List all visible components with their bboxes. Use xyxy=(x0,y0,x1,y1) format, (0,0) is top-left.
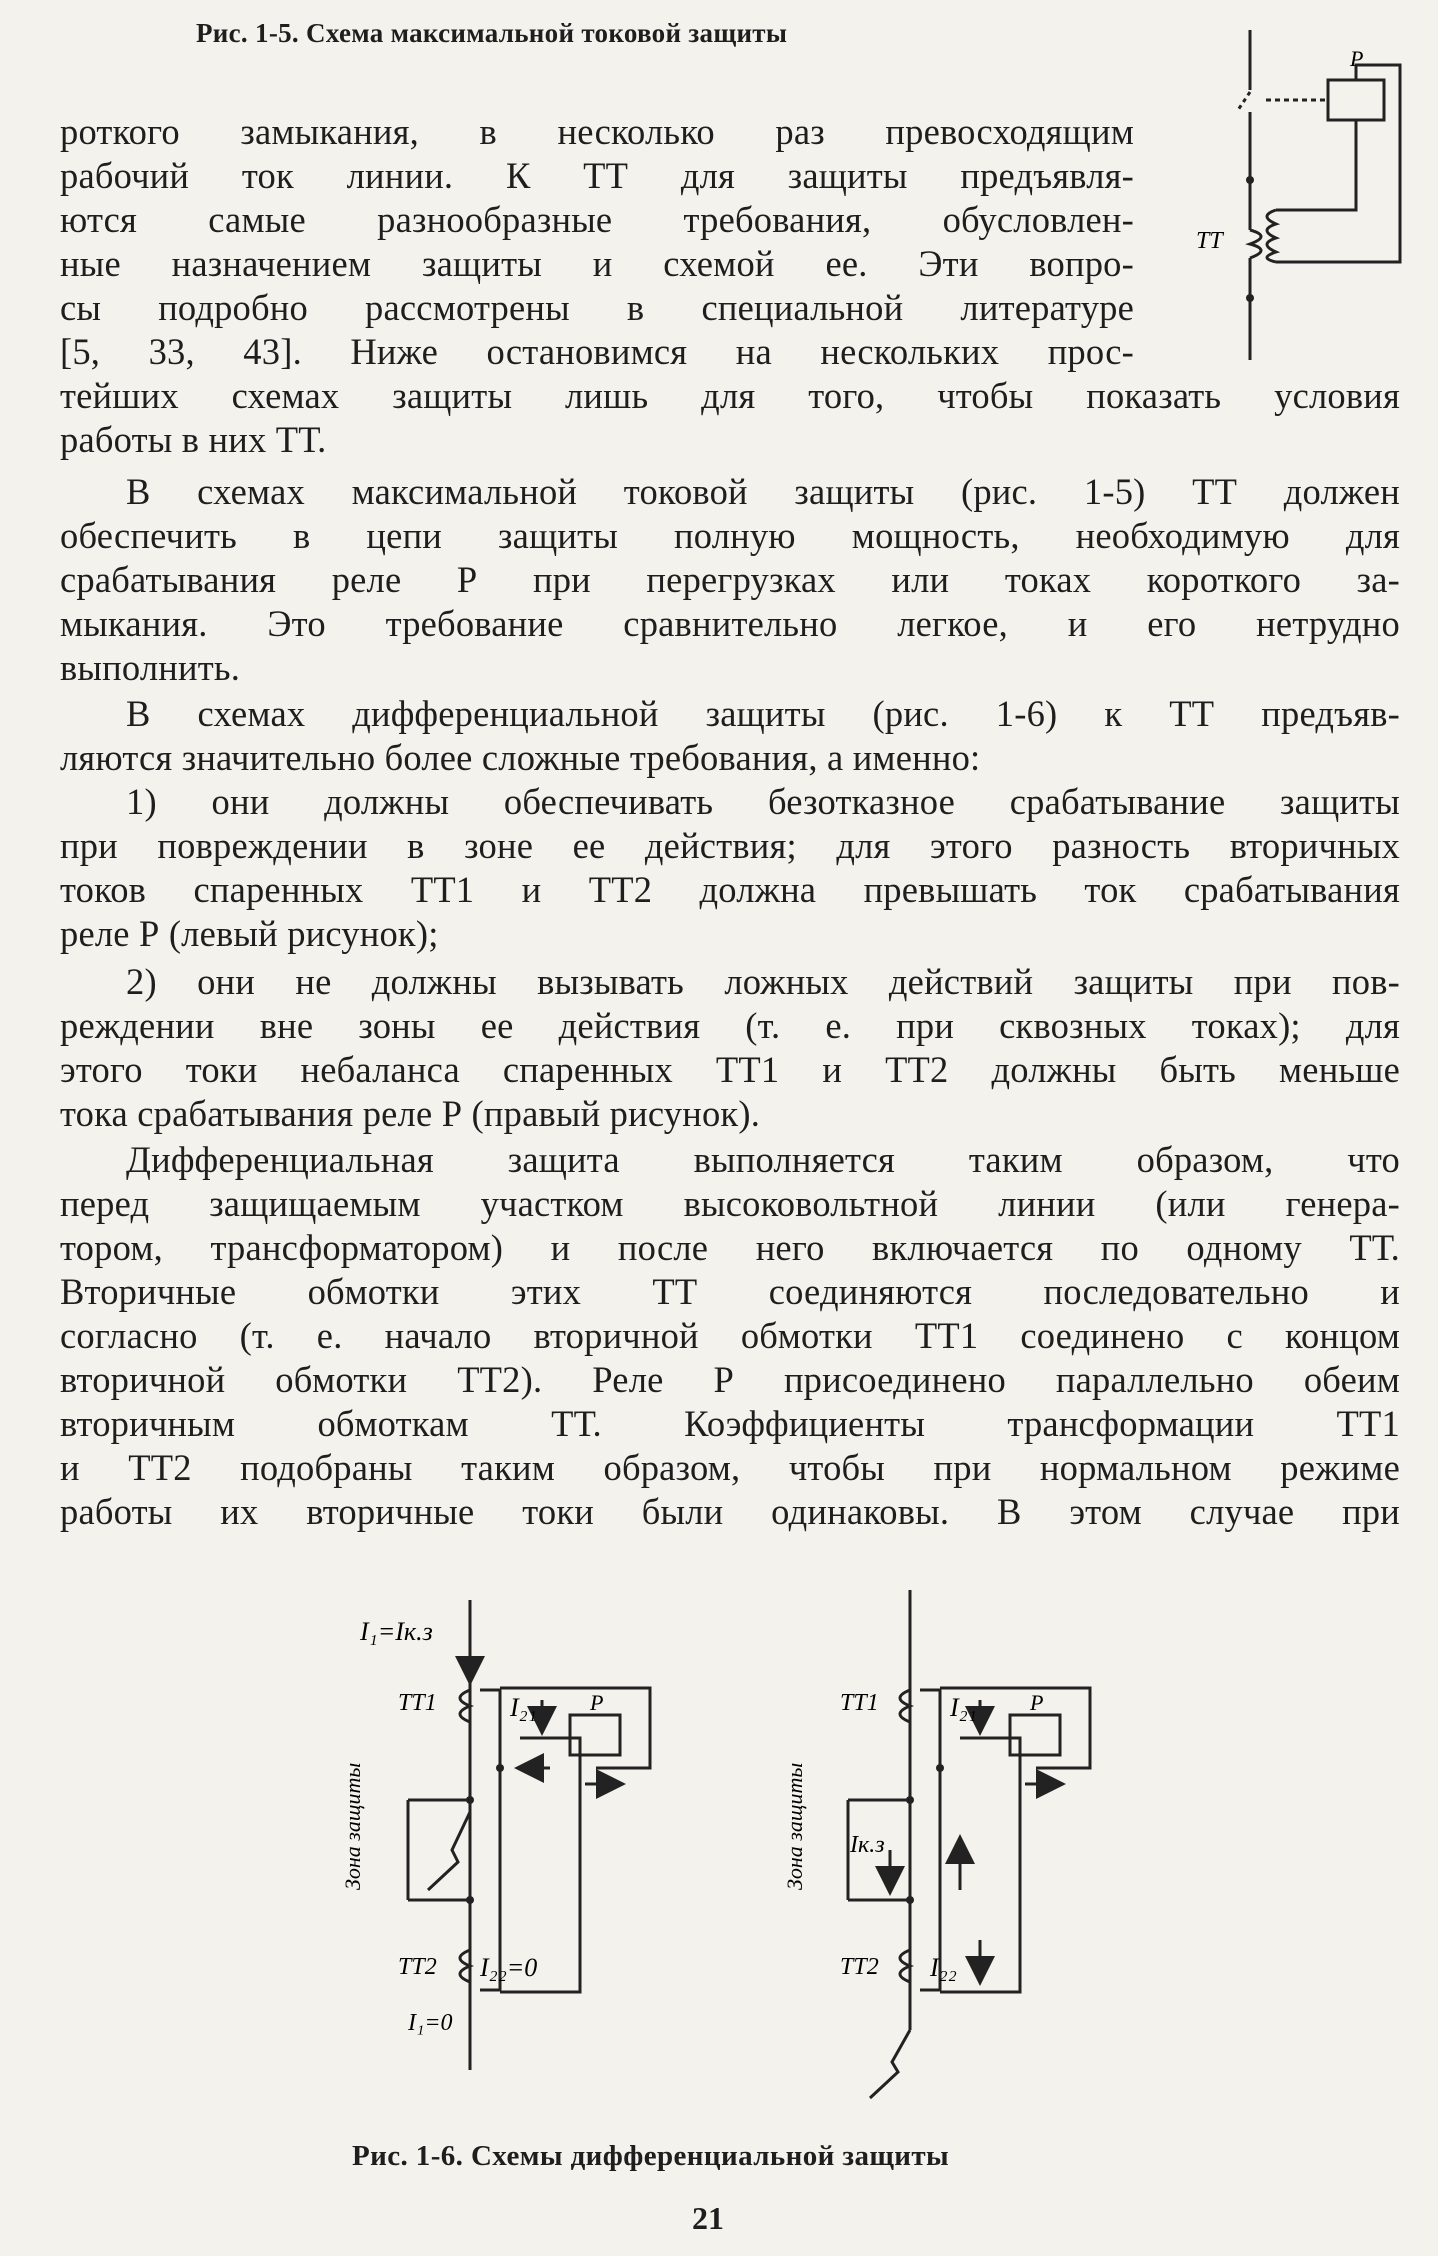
right-i21-label: I₂₁ xyxy=(950,1693,977,1722)
text-line: работы в них ТТ. xyxy=(60,419,327,460)
left-tt1-label: ТТ1 xyxy=(398,1690,437,1716)
text-line: тейших схемах защиты лишь для того, чтобы показать условия xyxy=(60,375,1400,416)
text-line: Вторичные обмотки этих ТТ соединяются последовательно и xyxy=(60,1271,1400,1312)
junction-dot xyxy=(1246,294,1254,302)
left-scheme xyxy=(340,1600,650,2070)
text-line: выполнить. xyxy=(60,647,241,688)
text-line: тока срабатывания реле Р (правый рисунок). xyxy=(60,1093,761,1134)
text-line: ются самые разнообразные требования, обусловлен- xyxy=(60,199,1134,240)
junction-dot xyxy=(1246,176,1254,184)
left-relay-box xyxy=(570,1715,620,1755)
right-fault-bolt xyxy=(870,2030,910,2098)
text-line: согласно (т. е. начало вторичной обмотки ТТ1 соединено с концом xyxy=(60,1315,1400,1356)
figure-1-5-diagram xyxy=(1168,30,1408,360)
text-line: 1) они должны обеспечивать безотказное срабатывание защиты xyxy=(126,781,1400,822)
text-line: вторичной обмотки ТТ2). Реле Р присоединено параллельно обеим xyxy=(60,1359,1400,1400)
text-line: роткого замыкания, в несколько раз превосходящим xyxy=(60,111,1134,152)
left-i1-top-label: I₁=Iк.з xyxy=(360,1617,433,1646)
text-line: при повреждении в зоне ее действия; для этого разность вторичных xyxy=(60,825,1400,866)
left-relay-label: Р xyxy=(590,1690,604,1715)
left-fault-bolt xyxy=(428,1812,470,1890)
right-zone-label: Зона защиты xyxy=(782,1762,807,1890)
tt-primary-coil xyxy=(1250,230,1261,258)
text-line: сы подробно рассмотрены в специальной литературе xyxy=(60,287,1134,328)
text-line: работы их вторичные токи были одинаковы. В этом случае при xyxy=(60,1491,1400,1532)
left-i21-label: I₂₁ xyxy=(510,1693,537,1722)
text-line: вторичным обмоткам ТТ. Коэффициенты трансформации ТТ1 xyxy=(60,1403,1400,1444)
right-scheme xyxy=(782,1590,1090,2098)
text-line: обеспечить в цепи защиты полную мощность, необходимую для xyxy=(60,515,1400,556)
relay-label: Р xyxy=(1350,46,1364,71)
figure-1-5-caption: Рис. 1-5. Схема максимальной токовой защиты xyxy=(196,18,788,48)
tt-label: ТТ xyxy=(1196,228,1223,254)
left-tt2-label: ТТ2 xyxy=(398,1954,437,1980)
left-i22-label: I₂₂=0 xyxy=(480,1953,538,1982)
breaker-contact xyxy=(1238,92,1250,110)
text-line: токов спаренных ТТ1 и ТТ2 должна превышать ток срабатывания xyxy=(60,869,1400,910)
figure-1-6-diagram xyxy=(280,1590,1140,2130)
text-line: срабатывания реле Р при перегрузках или токах короткого за- xyxy=(60,559,1400,600)
left-secondary-loop xyxy=(480,1690,500,1990)
text-line: реле Р (левый рисунок); xyxy=(60,913,439,954)
right-relay-label: Р xyxy=(1030,1690,1044,1715)
right-relay-box xyxy=(1010,1715,1060,1755)
tt-secondary-coil xyxy=(1267,210,1276,262)
text-line: рабочий ток линии. К ТТ для защиты предъявля- xyxy=(60,155,1134,196)
right-secondary-loop xyxy=(920,1690,940,1990)
text-line: 2) они не должны вызывать ложных действий защиты при пов- xyxy=(126,961,1400,1002)
text-line: Дифференциальная защита выполняется таким образом, что xyxy=(126,1139,1400,1180)
text-line: В схемах максимальной токовой защиты (рис. 1-5) ТТ должен xyxy=(126,471,1400,512)
secondary-wire-inner xyxy=(1276,120,1356,210)
figure-1-6-caption: Рис. 1-6. Схемы дифференциальной защиты xyxy=(352,2140,950,2172)
page-number: 21 xyxy=(692,2200,724,2236)
text-line: мыкания. Это требование сравнительно легкое, и его нетрудно xyxy=(60,603,1400,644)
left-i1-bottom-label: I₁=0 xyxy=(408,2010,453,2036)
text-line: этого токи небаланса спаренных ТТ1 и ТТ2 должны быть меньше xyxy=(60,1049,1400,1090)
text-line: реждении вне зоны ее действия (т. е. при сквозных токах); для xyxy=(60,1005,1400,1046)
text-line: [5, 33, 43]. Ниже остановимся на нескольких прос- xyxy=(60,331,1134,372)
text-line: перед защищаемым участком высоковольтной линии (или генера- xyxy=(60,1183,1400,1224)
relay-box xyxy=(1328,80,1384,120)
text-line: ляются значительно более сложные требования, а именно: xyxy=(60,737,981,778)
right-ikz-label: Iк.з xyxy=(850,1832,885,1858)
text-line: и ТТ2 подобраны таким образом, чтобы при нормальном режиме xyxy=(60,1447,1400,1488)
text-line: В схемах дифференциальной защиты (рис. 1-6) к ТТ предъяв- xyxy=(126,693,1400,734)
secondary-wire-outer xyxy=(1276,65,1400,262)
left-zone-label: Зона защиты xyxy=(340,1762,365,1890)
text-line: ные назначением защиты и схемой ее. Эти вопро- xyxy=(60,243,1134,284)
right-tt1-label: ТТ1 xyxy=(840,1690,879,1716)
right-i22-label: I₂₂ xyxy=(930,1953,957,1982)
text-line: тором, трансформатором) и после него включается по одному ТТ. xyxy=(60,1227,1400,1268)
right-tt2-label: ТТ2 xyxy=(840,1954,879,1980)
